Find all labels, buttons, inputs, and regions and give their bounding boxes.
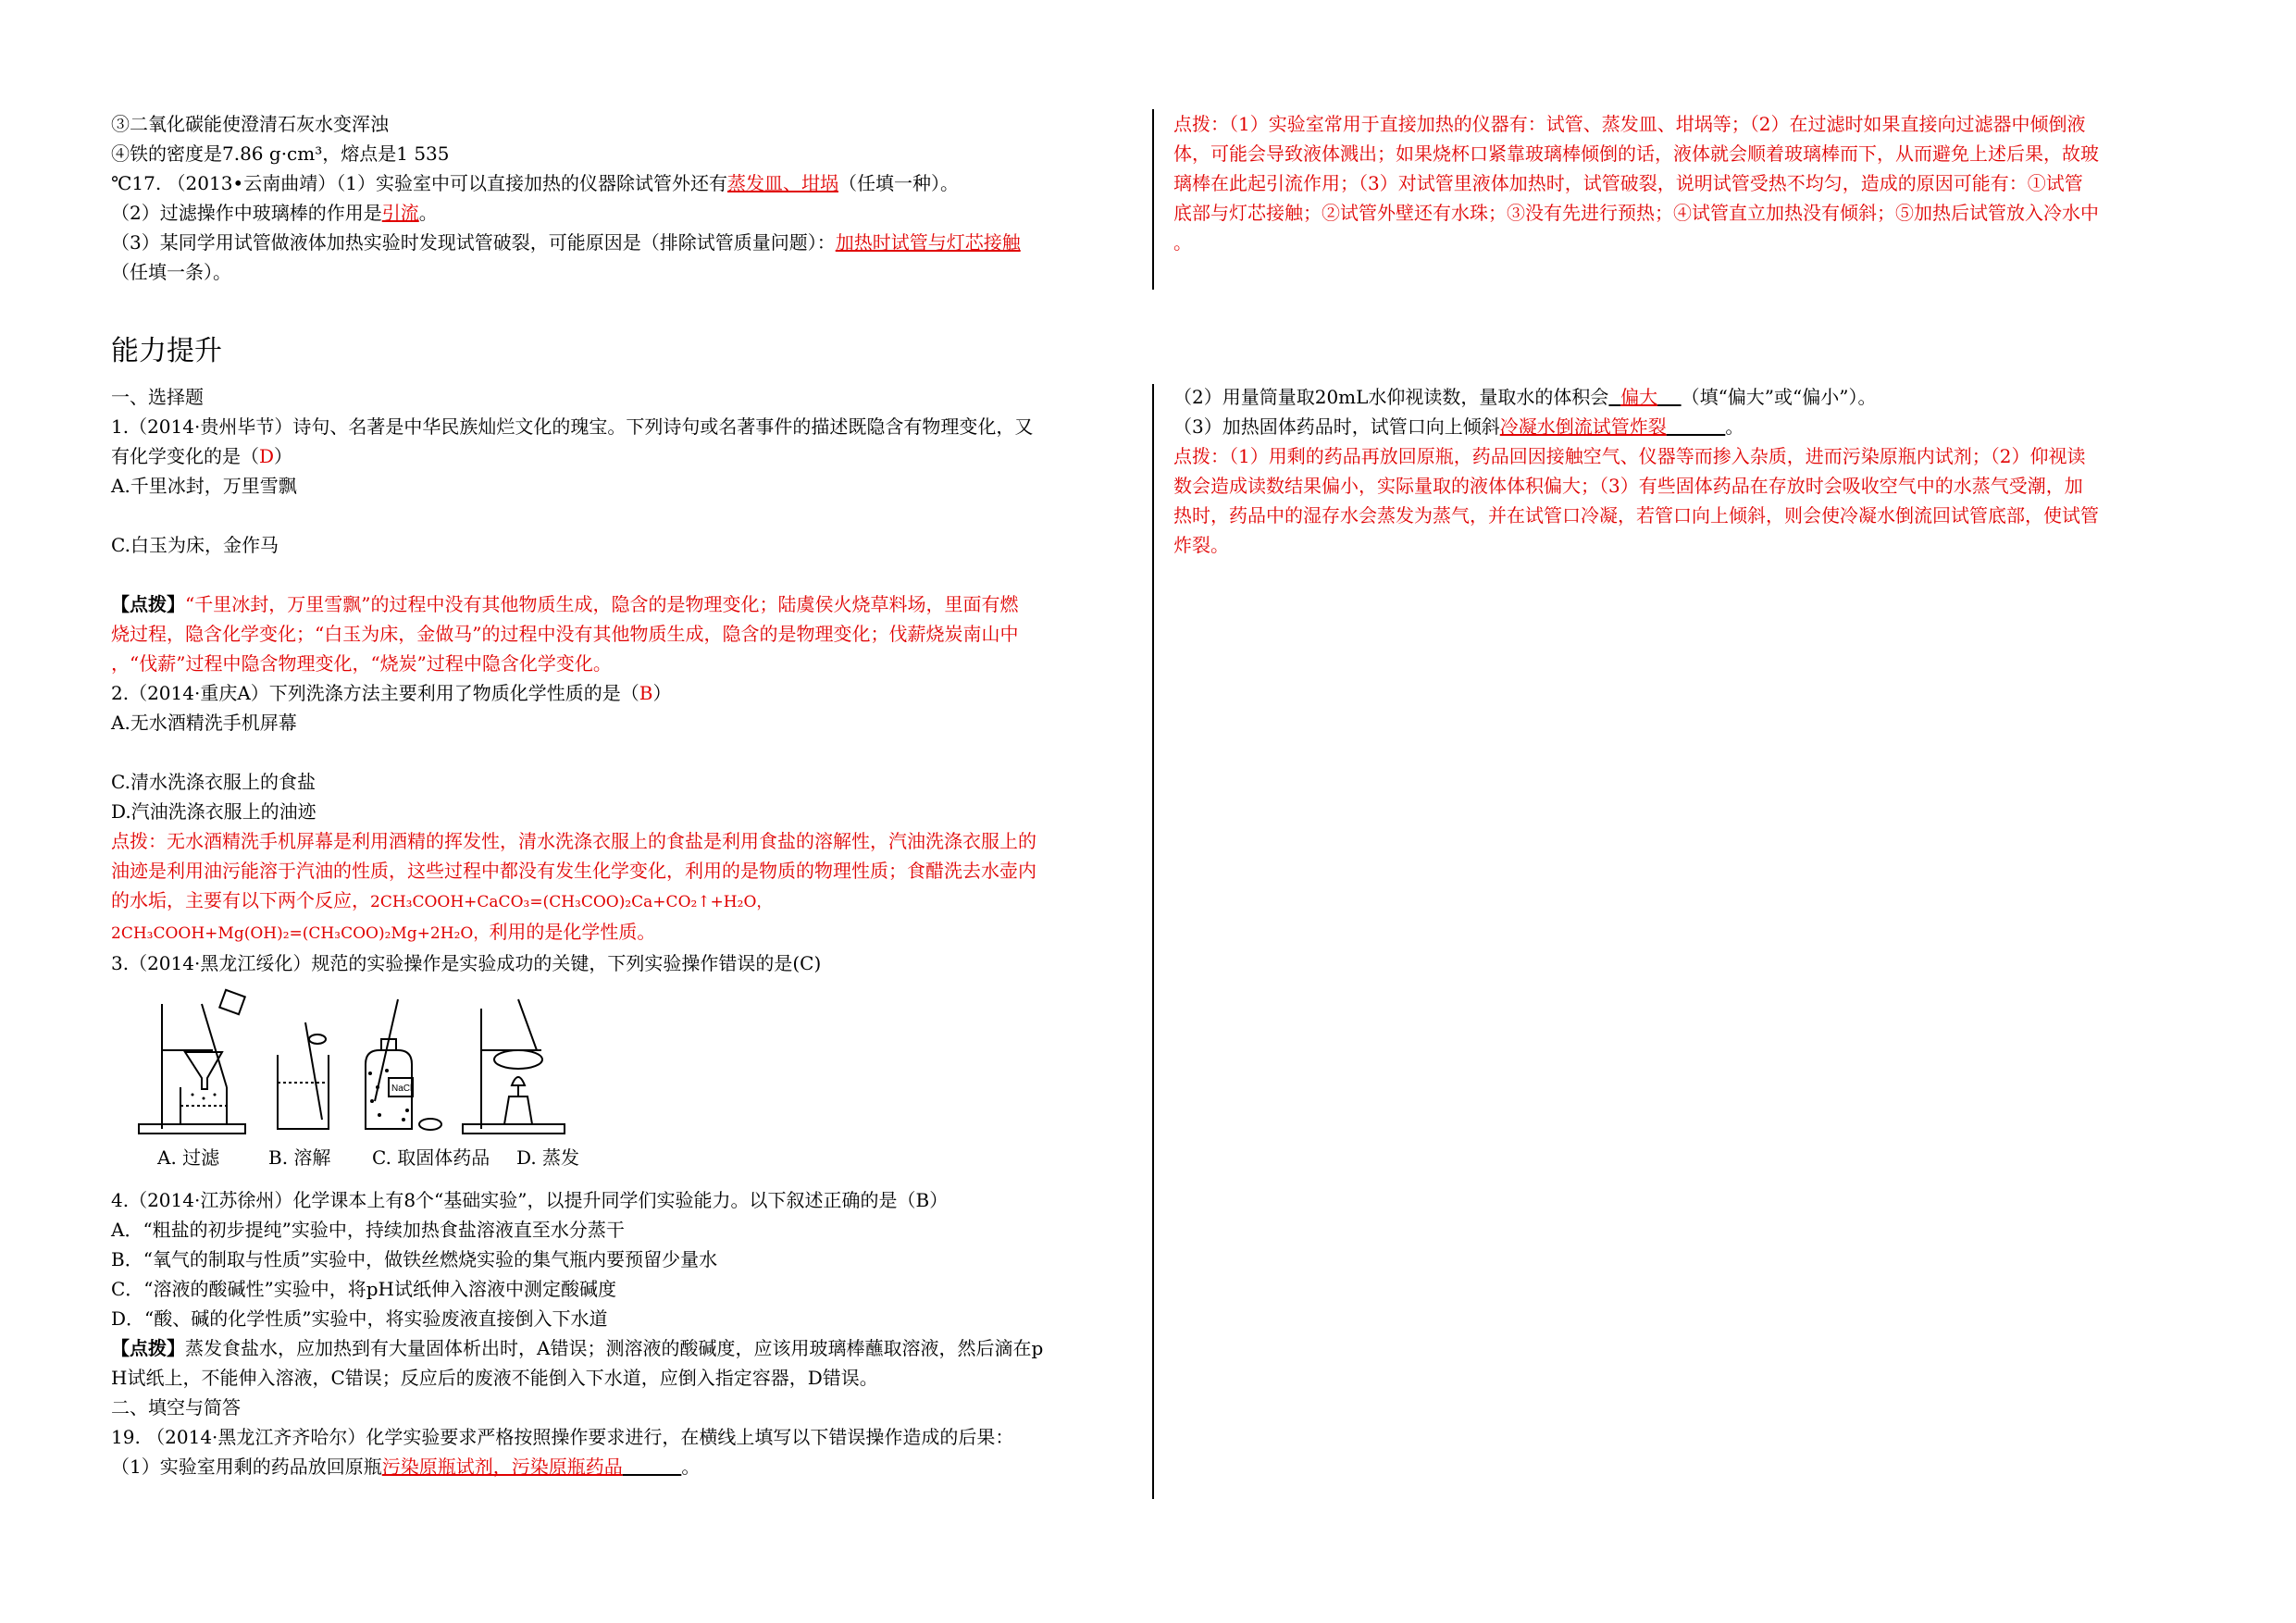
answer: 蒸发皿、坩埚 <box>726 172 838 194</box>
hint-line <box>111 917 1143 948</box>
part-title: 一、选择题 <box>111 386 204 408</box>
option-c: C.白玉为床，金作马 <box>111 534 279 556</box>
question-19-3 <box>1173 412 2201 441</box>
nacl-label: NaCl <box>391 1084 413 1094</box>
text-line: ③二氧化碳能使澄清石灰水变浑浊 <box>111 113 389 135</box>
answer: 污染原瓶试剂，污染原瓶药品 <box>381 1456 623 1478</box>
hint <box>111 1333 1143 1363</box>
question-1: 1.（2014·贵州毕节）诗句、名著是中华民族灿烂文化的瑰宝。下列诗句或名著事件的描述既隐含有物理变化，又 <box>111 415 1034 438</box>
question-text: 有化学变化的是（ <box>111 445 259 467</box>
answer: 加热时试管与灯芯接触 <box>835 231 1021 254</box>
question-text: （3）某同学用试管做液体加热实验时发现试管破裂，可能原因是（排除试管质量问题）： <box>111 231 836 254</box>
hint-text: 蒸发食盐水，应加热到有大量固体析出时，A错误；测溶液的酸碱度，应该用玻璃棒蘸取溶液，然后滴在p <box>185 1337 1044 1359</box>
question-4: 4.（2014·江苏徐州）化学课本上有8个“基础实验”，以提升同学们实验能力。以下叙述正确的是（B） <box>111 1189 949 1211</box>
hint-line: 点拨：（1）实验室常用于直接加热的仪器有：试管、蒸发皿、坩埚等；（2）在过滤时如果直接向过滤器中倾倒液 <box>1173 113 2086 135</box>
hint-line: 热时，药品中的湿存水会蒸发为蒸气，并在试管口冷凝，若管口向上倾斜，则会使冷凝水倒流回试管底部，使试管 <box>1173 504 2099 527</box>
option-b: B．“氧气的制取与性质”实验中，做铁丝燃烧实验的集气瓶内要预留少量水 <box>111 1248 718 1270</box>
question-1-line2 <box>111 441 1143 471</box>
caption-a: A. 过滤 <box>157 1146 220 1169</box>
lab-apparatus-illustration <box>130 985 611 1143</box>
section-title: 能力提升 <box>111 335 222 367</box>
top-right-hint <box>1173 109 2201 257</box>
question-text: 。 <box>681 1456 701 1478</box>
caption-c: C. 取固体药品 <box>372 1146 490 1169</box>
hint-line <box>111 886 1143 917</box>
hint-line: 底部与灯芯接触；②试管外壁还有水珠；③没有先进行预热；④试管直立加热没有倾斜；⑤加热后试管放入冷水中 <box>1173 202 2099 224</box>
question-19: 19. （2014·黑龙江齐齐哈尔）化学实验要求严格按照操作要求进行，在横线上填写以下错误操作造成的后果： <box>111 1426 1014 1448</box>
text-line: （任填一条）。 <box>111 261 231 283</box>
option-a: A.千里冰封，万里雪飘 <box>111 475 297 497</box>
caption-b: B. 溶解 <box>268 1146 331 1169</box>
column-divider <box>1152 109 1154 290</box>
option-d: D．“酸、碱的化学性质”实验中，将实验废液直接倒入下水道 <box>111 1307 608 1330</box>
column-divider <box>1152 384 1154 1499</box>
hint-line: 烧过程，隐含化学变化；“白玉为床，金做马”的过程中没有其他物质生成，隐含的是物理变化；伐薪烧炭南山中 <box>111 623 1019 645</box>
option-a: A.无水酒精洗手机屏幕 <box>111 712 297 734</box>
question-text: ） <box>652 682 672 704</box>
left-column <box>111 382 1143 1481</box>
text-line: ④铁的密度是7.86 g·cm³，熔点是1 535 <box>111 142 450 165</box>
question-17-3 <box>111 228 1148 257</box>
answer: B <box>639 682 653 704</box>
question-text: （3）加热固体药品时，试管口向上倾斜 <box>1173 415 1500 438</box>
hint-tag: 【点拨】 <box>111 1337 185 1359</box>
question-text: 。 <box>1725 415 1744 438</box>
question-2 <box>111 678 1143 708</box>
top-left-block <box>111 109 1148 287</box>
hint-line: ，“伐薪”过程中隐含物理变化，“烧炭”过程中隐含化学变化。 <box>111 652 612 675</box>
question-text: ） <box>274 445 293 467</box>
option-d: D.汽油洗涤衣服上的油迹 <box>111 800 316 823</box>
answer: D <box>259 445 275 467</box>
right-column <box>1173 382 2201 560</box>
answer: 偏大 <box>1620 386 1658 408</box>
hint <box>111 589 1143 619</box>
question-text: （2）用量筒量取20mL水仰视读数，量取水的体积会 <box>1173 386 1609 408</box>
question-19-1 <box>111 1452 1143 1481</box>
hint-line: 璃棒在此起引流作用；（3）对试管里液体加热时，试管破裂，说明试管受热不均匀，造成的原因可能有：①试管 <box>1173 172 2083 194</box>
hint-line: 。 <box>1173 231 1192 254</box>
hint-line: 数会造成读数结果偏小，实际量取的液体体积偏大；（3）有些固体药品在存放时会吸收空气中的水蒸气受潮，加 <box>1173 475 2083 497</box>
hint-text: 的水垢，主要有以下两个反应， <box>111 889 370 911</box>
question-text: （填“偏大”或“偏小”）。 <box>1681 386 1877 408</box>
option-c: C.清水洗涤衣服上的食盐 <box>111 771 316 793</box>
question-17-2 <box>111 198 1148 228</box>
option-c: C．“溶液的酸碱性”实验中，将pH试纸伸入溶液中测定酸碱度 <box>111 1278 616 1300</box>
caption-d: D. 蒸发 <box>516 1146 580 1169</box>
question-text: （1）实验室用剩的药品放回原瓶 <box>111 1456 382 1478</box>
hint-line: 油迹是利用油污能溶于汽油的性质，这些过程中都没有发生化学变化，利用的是物质的物理性质；食醋洗去水壶内 <box>111 860 1036 882</box>
hint-line: 点拨：（1）用剩的药品再放回原瓶，药品回因接触空气、仪器等而掺入杂质，进而污染原瓶内试剂；（2）仰视读 <box>1173 445 2086 467</box>
question-text: ℃17. （2013•云南曲靖）（1）实验室中可以直接加热的仪器除试管外还有 <box>111 172 727 194</box>
question-17 <box>111 168 1148 198</box>
equation-2: 2CH₃COOH+Mg(OH)₂=(CH₃COO)₂Mg+2H₂O， <box>111 924 490 943</box>
hint-line: H试纸上，不能伸入溶液，C错误；反应后的废液不能倒入下水道，应倒入指定容器，D错误。 <box>111 1367 878 1389</box>
hint-text: “千里冰封，万里雪飘”的过程中没有其他物质生成，隐含的是物理变化；陆虞侯火烧草料场，里面有燃 <box>185 593 1019 615</box>
equation-1: 2CH₃COOH+CaCO₃=(CH₃COO)₂Ca+CO₂↑+H₂O， <box>370 893 773 911</box>
question-19-2 <box>1173 382 2201 412</box>
question-text: 2.（2014·重庆A）下列洗涤方法主要利用了物质化学性质的是（ <box>111 682 639 704</box>
question-3: 3.（2014·黑龙江绥化）规范的实验操作是实验成功的关键，下列实验操作错误的是(C) <box>111 952 822 974</box>
question-text: （2）过滤操作中玻璃棒的作用是 <box>111 202 382 224</box>
hint-line: 体，可能会导致液体溅出；如果烧杯口紧靠玻璃棒倾倒的话，液体就会顺着玻璃棒而下，从而避免上述后果，故玻 <box>1173 142 2099 165</box>
hint-text: 利用的是化学性质。 <box>489 921 656 943</box>
hint-line: 点拨：无水酒精洗手机屏幕是利用酒精的挥发性，清水洗涤衣服上的食盐是利用食盐的溶解性，汽油洗涤衣服上的 <box>111 830 1036 852</box>
hint-tag: 【点拨】 <box>111 593 185 615</box>
question-text: 。 <box>418 202 438 224</box>
answer: 冷凝水倒流试管炸裂 <box>1499 415 1667 438</box>
lab-operations-figure <box>130 985 611 1180</box>
part-title: 二、填空与简答 <box>111 1396 241 1419</box>
option-a: A．“粗盐的初步提纯”实验中，持续加热食盐溶液直至水分蒸干 <box>111 1219 625 1241</box>
hint-line: 炸裂。 <box>1173 534 1229 556</box>
answer: 引流 <box>381 202 419 224</box>
question-text: （任填一种）。 <box>838 172 959 194</box>
